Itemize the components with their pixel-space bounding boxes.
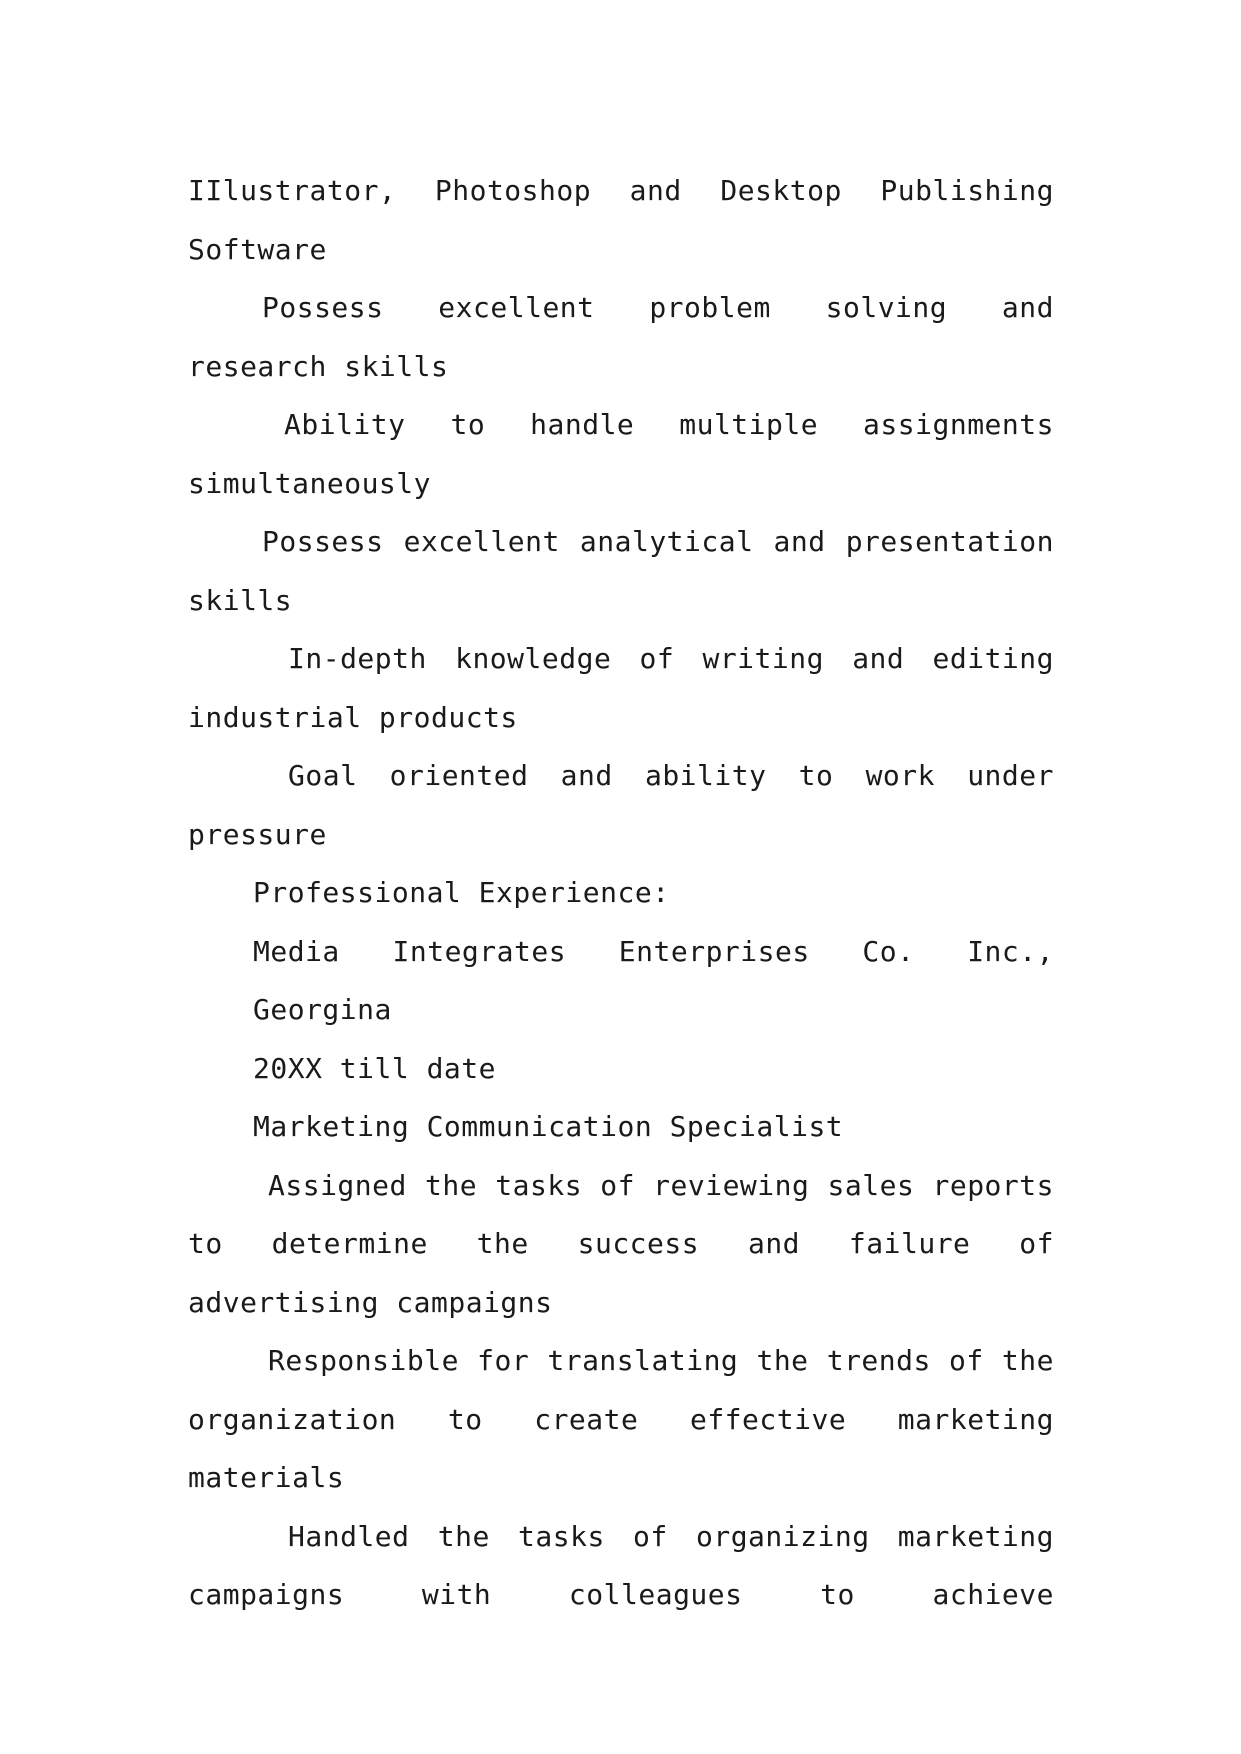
paragraph-sales-reports: Assigned the tasks of reviewing sales reports to determine the success and failure of advertising campaigns bbox=[188, 1168, 1054, 1319]
paragraph-goal-oriented: Goal oriented and ability to work under pressure bbox=[188, 759, 1054, 851]
document-body bbox=[188, 162, 1054, 1625]
paragraph-software: IIlustrator, Photoshop and Desktop Publishing Software bbox=[188, 174, 1054, 266]
paragraph-analytical-skills: Possess excellent analytical and presentation skills bbox=[188, 525, 1054, 617]
paragraph-writing-knowledge: In-depth knowledge of writing and editing industrial products bbox=[188, 642, 1054, 734]
employer-name: Media Integrates Enterprises Co. Inc., Georgina bbox=[253, 934, 1054, 1026]
job-title: Marketing Communication Specialist bbox=[253, 1110, 844, 1143]
paragraph-multiple-assignments: Ability to handle multiple assignments simultaneously bbox=[188, 408, 1054, 500]
employment-dates: 20XX till date bbox=[253, 1051, 497, 1085]
section-heading-experience: Professional Experience: bbox=[253, 876, 670, 909]
paragraph-organizing-campaigns: Handled the tasks of organizing marketing campaigns with colleagues to achieve bbox=[188, 1519, 1054, 1611]
paragraph-problem-solving: Possess excellent problem solving and research skills bbox=[188, 291, 1054, 383]
paragraph-translating-trends: Responsible for translating the trends of the organization to create effective marketing materials bbox=[188, 1344, 1054, 1494]
